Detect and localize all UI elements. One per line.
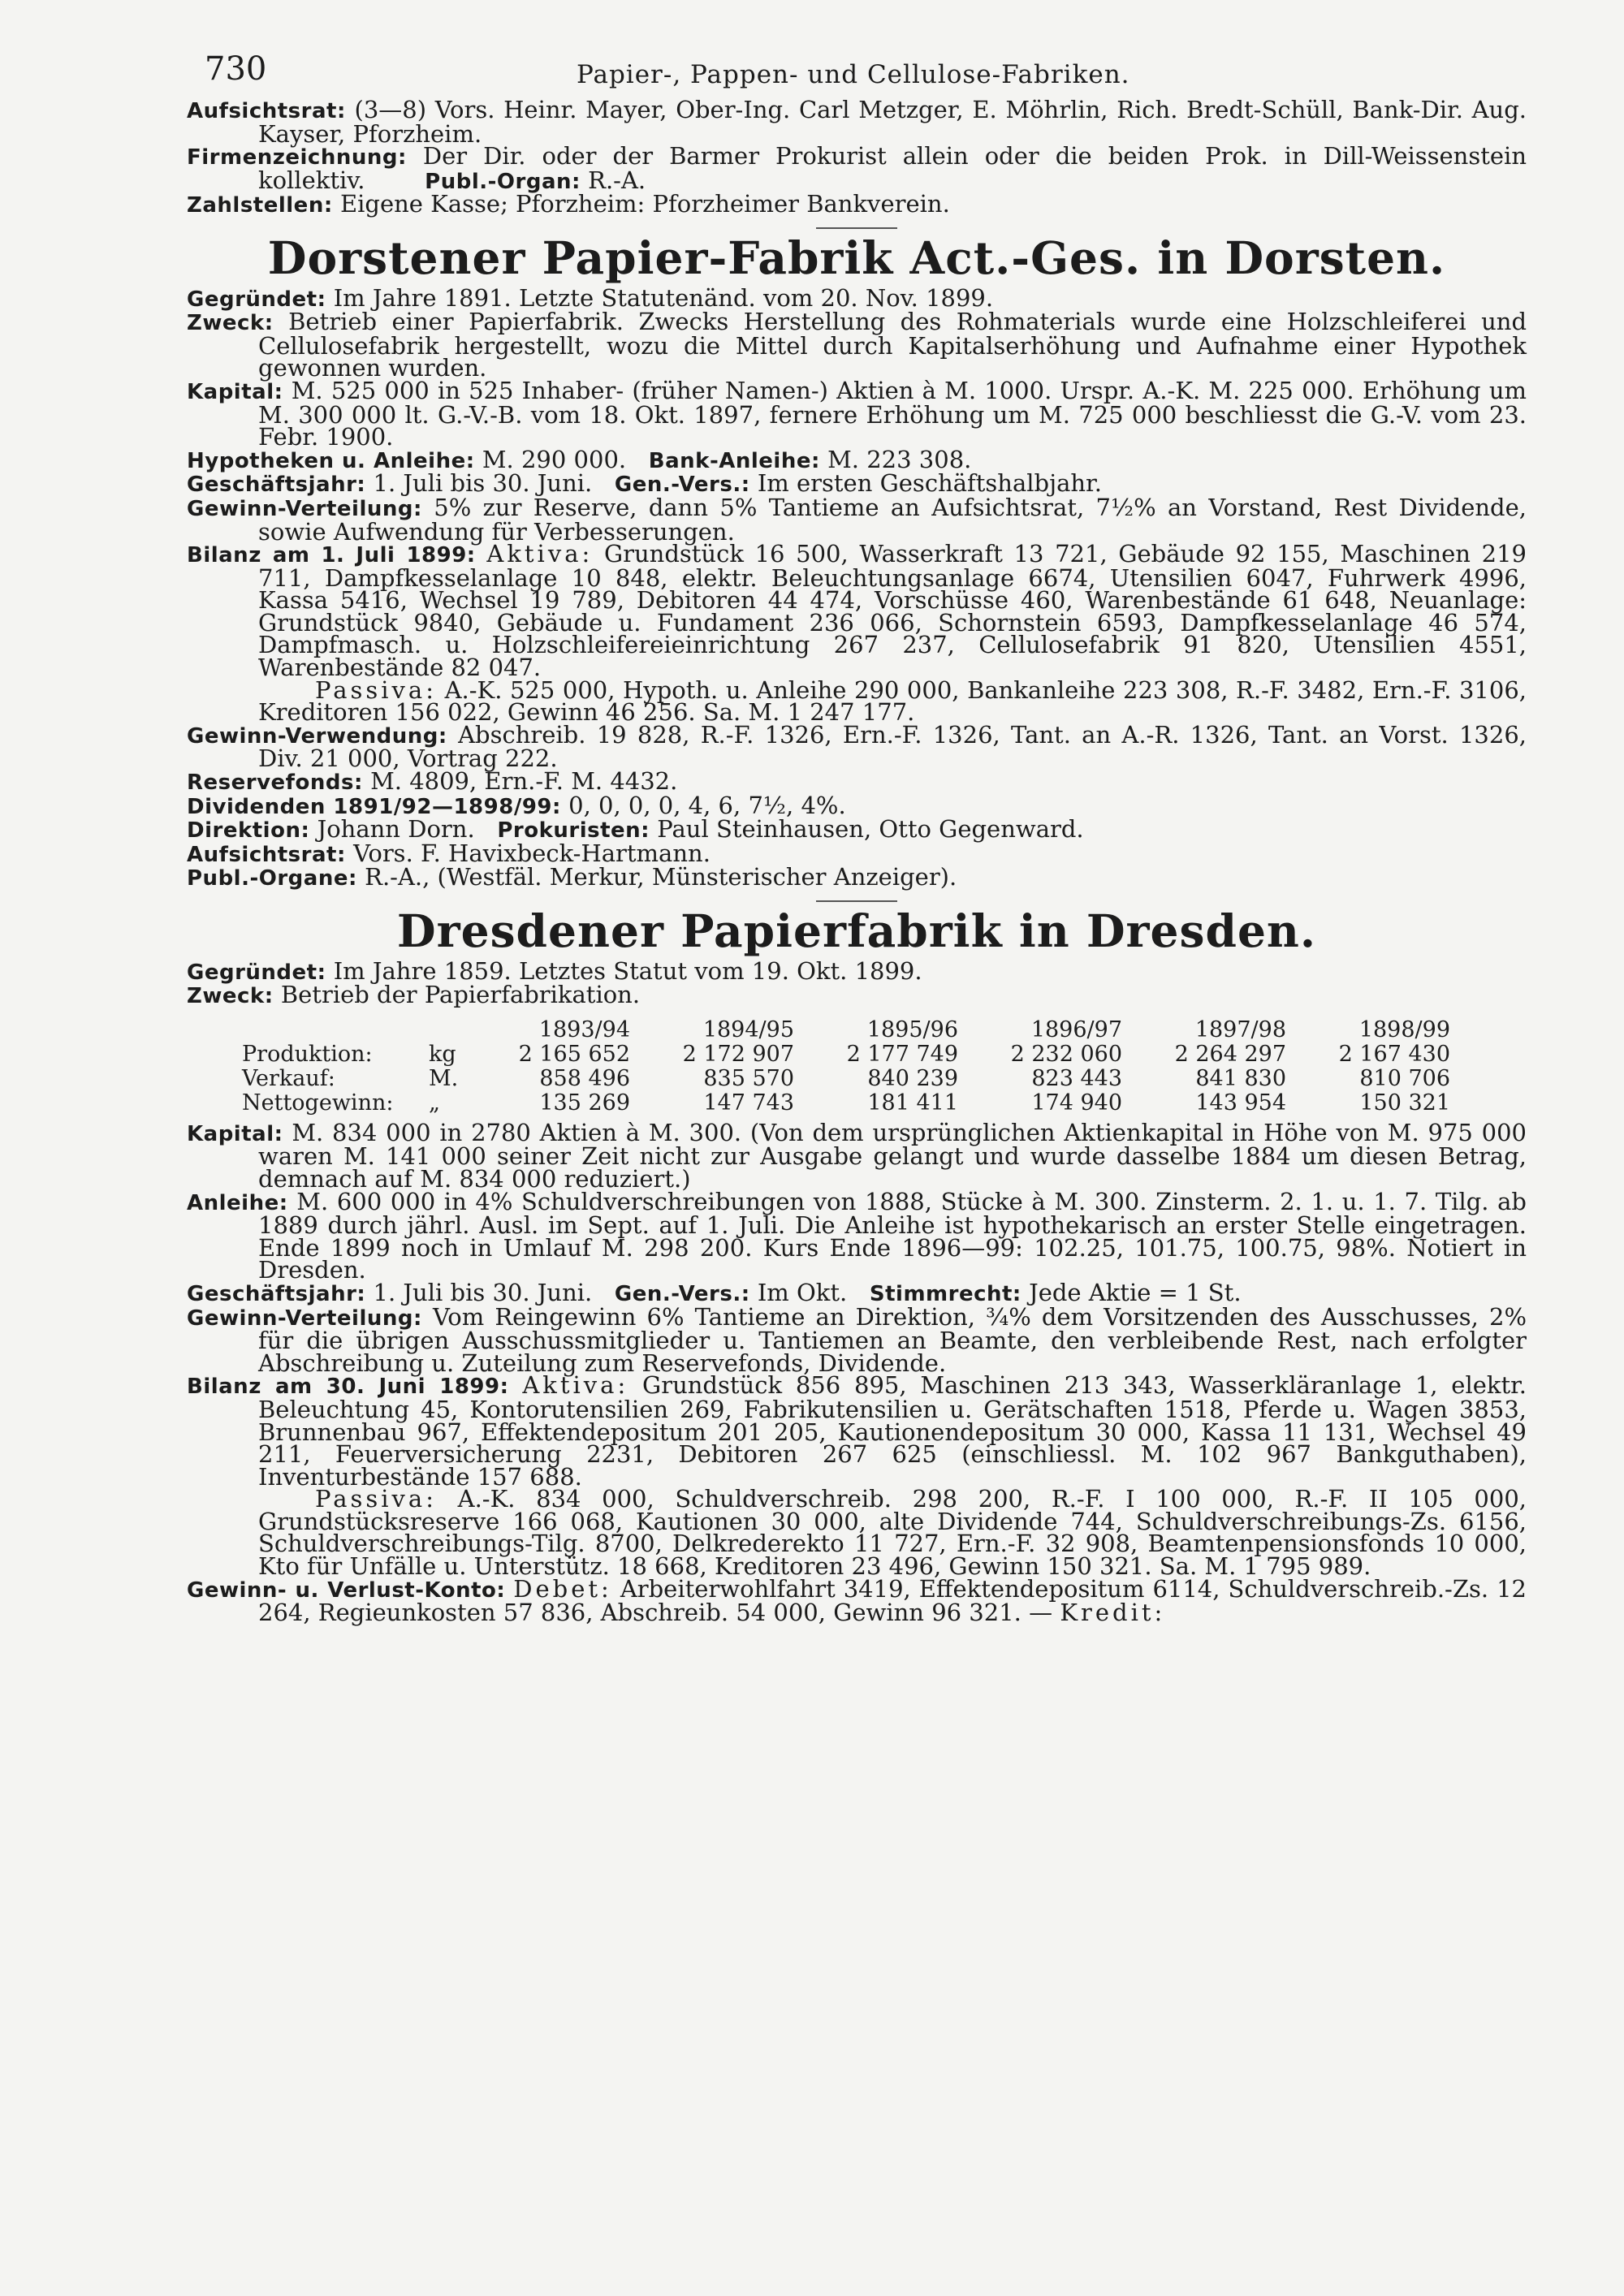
table-cell: 2 264 297	[1174, 1041, 1286, 1067]
row-unit: kg	[429, 1041, 456, 1067]
field-text: R.-A., (Westfäl. Merkur, Münsterischer Anzeiger).	[365, 863, 957, 891]
field-text: M. 223 308.	[827, 445, 972, 473]
field-passiva	[187, 1485, 1527, 1581]
table-cell: 2 232 060	[1010, 1041, 1122, 1067]
year-header: 1897/98	[1194, 1016, 1286, 1042]
field-label: Gewinn-Verteilung:	[187, 1306, 422, 1331]
field-label: Gen.-Vers.:	[614, 1281, 750, 1306]
passiva-label: Passiva:	[315, 1485, 437, 1513]
row-unit: „	[429, 1090, 440, 1116]
field-text: Arbeiterwohlfahrt 3419, Effektendepositum 6114, Schuldverschreib.-Zs. 12 264, Regieunkosten 57 836, Abschreib. 54 000, Gewinn 96 321. —	[258, 1574, 1527, 1627]
table-cell: 147 743	[703, 1090, 794, 1116]
field-text: Betrieb einer Papierfabrik. Zwecks Herstellung des Rohmaterials wurde eine Holzschleiferei und Cellulosefabrik hergestellt, wozu die Mittel durch Kapitalserhöhung und Aufnahme einer Hypothek gewonnen wurden.	[258, 308, 1527, 382]
field-text: M. 4809, Ern.-F. M. 4432.	[370, 767, 678, 796]
field-text: Vors. F. Havixbeck-Hartmann.	[353, 839, 710, 867]
field-label: Geschäftsjahr:	[187, 1281, 366, 1306]
field-label: Gegründet:	[187, 960, 326, 985]
field-text: Im ersten Geschäftshalbjahr.	[757, 469, 1102, 498]
table-row	[242, 1067, 1450, 1091]
field-bilanz	[187, 540, 1527, 682]
field-label: Gegründet:	[187, 287, 326, 312]
prev-firmenzeichnung	[187, 142, 1527, 194]
field-label: Publ.-Organe:	[187, 866, 357, 891]
debet-label: Debet:	[513, 1574, 612, 1603]
field-kapital	[187, 1118, 1527, 1193]
field-label: Direktion:	[187, 818, 310, 844]
table-row	[242, 1042, 1450, 1067]
field-text: (3—8) Vors. Heinr. Mayer, Ober-Ing. Carl Metzger, E. Möhrlin, Rich. Bredt-Schüll, Bank-Dir. Aug. Kayser, Pforzheim.	[258, 96, 1527, 148]
field-text: Im Jahre 1859. Letztes Statut vom 19. Okt. 1899.	[333, 956, 922, 985]
field-gewinn-verlust	[187, 1574, 1527, 1627]
company-title: Dresdener Papierfabrik in Dresden.	[396, 904, 1317, 957]
field-text: M. 290 000.	[482, 445, 627, 473]
field-text: Eigene Kasse; Pforzheim: Pforzheimer Bankverein.	[339, 190, 950, 218]
production-table	[242, 1018, 1450, 1116]
field-label: Zweck:	[187, 311, 274, 336]
field-label: Gewinn- u. Verlust-Konto:	[187, 1577, 506, 1603]
prev-zahlstellen	[187, 190, 1527, 218]
field-bilanz	[187, 1371, 1527, 1491]
field-text: 1. Juli bis 30. Juni.	[373, 1278, 593, 1306]
field-text: Im Okt.	[757, 1278, 848, 1306]
field-label: Gewinn-Verteilung:	[187, 496, 422, 521]
company-entry-dresden	[187, 904, 1527, 1627]
table-header-row	[242, 1018, 1450, 1042]
field-text: Jede Aktie = 1 St.	[1029, 1278, 1242, 1306]
field-label: Stimmrecht:	[869, 1281, 1021, 1306]
field-label: Dividenden 1891/92—1898/99:	[187, 794, 561, 819]
field-label: Bilanz am 1. Juli 1899:	[187, 543, 476, 568]
company-title: Dorstener Papier-Fabrik Act.-Ges. in Dorsten.	[267, 231, 1446, 284]
table-cell: 2 167 430	[1338, 1041, 1450, 1067]
field-text: 1. Juli bis 30. Juni.	[373, 469, 593, 498]
aktiva-label: Aktiva:	[522, 1371, 629, 1400]
field-text: M. 834 000 in 2780 Aktien à M. 300. (Von dem ursprünglichen Aktienkapital in Höhe von M. 975 000 waren M. 141 000 seiner Zeit nicht zur Ausgabe gelangt und wurde dasselbe 1884 um diesen Betrag, demnach auf M. 834 000 reduziert.)	[258, 1118, 1527, 1193]
table-cell: 135 269	[539, 1090, 630, 1116]
row-unit: M.	[429, 1065, 459, 1091]
table-cell: 2 177 749	[846, 1041, 958, 1067]
table-cell: 835 570	[703, 1065, 794, 1091]
field-label: Kapital:	[187, 1121, 283, 1146]
field-zweck	[187, 981, 1527, 1009]
field-label: Zweck:	[187, 984, 274, 1009]
field-label: Zahlstellen:	[187, 193, 333, 218]
field-text: Betrieb der Papierfabrikation.	[280, 981, 641, 1009]
table-row	[242, 1091, 1450, 1116]
field-label: Reservefonds:	[187, 770, 363, 796]
year-header: 1898/99	[1358, 1016, 1450, 1042]
field-text: Im Jahre 1891. Letzte Statutenänd. vom 20. Nov. 1899.	[333, 283, 994, 312]
field-text: Paul Steinhausen, Otto Gegenward.	[657, 815, 1084, 844]
page-number: 730	[205, 50, 267, 88]
running-title: Papier-, Pappen- und Cellulose-Fabriken.	[577, 60, 1130, 89]
table-cell: 181 411	[867, 1090, 958, 1116]
aktiva-text: Grundstück 16 500, Wasserkraft 13 721, Gebäude 92 155, Maschinen 219 711, Dampfkesselanlage 10 848, elektr. Beleuchtungsanlage 6674, Utensilien 6047, Fuhrwerk 4996, Kassa 5416, Wechsel 19 789, Debitoren 44 474, Vorschüsse 460, Warenbestände 61 648, Neuanlage: Grundstück 9840, Gebäude u. Fundament 236 066, Schornstein 6593, Dampfkesselanlage 46 574, Dampfmasch. u. Holzschleifereieinrichtung 267 237, Cellulosefabrik 91 820, Utensilien 4551, Warenbestände 82 047.	[258, 540, 1527, 682]
table-cell: 841 830	[1195, 1065, 1286, 1091]
passiva-text: A.-K. 525 000, Hypoth. u. Anleihe 290 000, Bankanleihe 223 308, R.-F. 3482, Ern.-F. 3106, Kreditoren 156 022, Gewinn 46 256. Sa. M. 1 247 177.	[258, 675, 1527, 727]
year-header: 1895/96	[866, 1016, 958, 1042]
field-text: Abschreib. 19 828, R.-F. 1326, Ern.-F. 1326, Tant. an A.-R. 1326, Tant. an Vorst. 1326, Div. 21 000, Vortrag 222.	[258, 720, 1527, 773]
field-zweck	[187, 308, 1527, 382]
field-anleihe	[187, 1187, 1527, 1284]
field-label: Anleihe:	[187, 1190, 288, 1215]
field-text: 0, 0, 0, 0, 4, 6, 7½, 4%.	[568, 791, 846, 819]
year-header: 1893/94	[538, 1016, 630, 1042]
table-cell: 823 443	[1031, 1065, 1122, 1091]
row-label: Produktion:	[242, 1041, 373, 1067]
field-text: M. 600 000 in 4% Schuldverschreibungen von 1888, Stücke à M. 300. Zinsterm. 2. 1. u. 1. 7. Tilg. ab 1889 durch jährl. Ausl. im Sept. auf 1. Juli. Die Anleihe ist hypothekarisch an erster Stelle eingetragen. Ende 1899 noch in Umlauf M. 298 200. Kurs Ende 1896—99: 102.25, 101.75, 100.75, 98%. Notiert in Dresden.	[258, 1187, 1527, 1284]
separator-rule	[816, 227, 897, 229]
field-publ-organe	[187, 863, 1527, 891]
passiva-text: A.-K. 834 000, Schuldverschreib. 298 200, R.-F. I 100 000, R.-F. II 105 000, Grundstücksreserve 166 068, Kautionen 30 000, alte Dividende 744, Schuldverschreibungs-Zs. 6156, Schuldverschreibungs-Tilg. 8700, Delkrederekto 11 727, Ern.-F. 32 908, Beamtenpensionsfonds 10 000, Kto für Unfälle u. Unterstütz. 18 668, Kreditoren 23 496, Gewinn 150 321. Sa. M. 1 795 989.	[258, 1485, 1527, 1581]
field-text: M. 525 000 in 525 Inhaber- (früher Namen-) Aktien à M. 1000. Urspr. A.-K. M. 225 000. Erhöhung um M. 300 000 lt. G.-V.-B. vom 18. Okt. 1897, fernere Erhöhung um M. 725 000 beschliesst die G.-V. vom 23. Febr. 1900.	[258, 376, 1527, 451]
previous-entry-tail	[187, 96, 1527, 229]
table-cell: 150 321	[1359, 1090, 1450, 1116]
table-cell: 2 165 652	[518, 1041, 630, 1067]
year-header: 1894/95	[702, 1016, 794, 1042]
field-label: Prokuristen:	[497, 818, 650, 844]
field-passiva	[187, 675, 1527, 727]
field-gewinn-verwendung	[187, 720, 1527, 773]
field-label: Publ.-Organ:	[425, 169, 581, 194]
field-label: Gen.-Vers.:	[614, 473, 750, 498]
kredit-label: Kredit:	[1060, 1599, 1166, 1627]
field-label: Firmenzeichnung:	[187, 145, 407, 170]
field-kapital	[187, 376, 1527, 451]
aktiva-label: Aktiva:	[486, 540, 594, 568]
table-cell: 858 496	[539, 1065, 630, 1091]
row-label: Verkauf:	[242, 1065, 335, 1091]
table-cell: 840 239	[867, 1065, 958, 1091]
field-text: 5% zur Reserve, dann 5% Tantieme an Aufsichtsrat, 7½% an Vorstand, Rest Dividende, sowie Aufwendung für Verbesserungen.	[258, 493, 1527, 546]
field-label: Bank-Anleihe:	[648, 448, 820, 473]
field-text: Johann Dorn.	[317, 815, 475, 844]
field-label: Aufsichtsrat:	[187, 99, 346, 123]
field-gewinn-verteilung	[187, 493, 1527, 546]
table-cell: 810 706	[1359, 1065, 1450, 1091]
table-cell: 143 954	[1195, 1090, 1286, 1116]
field-label: Hypotheken u. Anleihe:	[187, 448, 475, 473]
field-text: R.-A.	[588, 166, 646, 194]
separator-rule	[816, 900, 897, 902]
company-entry-dorsten	[187, 231, 1527, 902]
field-label: Bilanz am 30. Juni 1899:	[187, 1375, 509, 1400]
table-cell: 2 172 907	[682, 1041, 794, 1067]
passiva-label: Passiva:	[315, 675, 437, 704]
field-label: Geschäftsjahr:	[187, 473, 366, 498]
field-text: Vom Reingewinn 6% Tantieme an Direktion, ¾% dem Vorsitzenden des Ausschusses, 2% für die übrigen Ausschussmitglieder u. Tantiemen an Beamte, den verbleibende Rest, nach erfolgter Abschreibung u. Zuteilung zum Reservefonds, Dividende.	[258, 1302, 1527, 1377]
field-reservefonds	[187, 767, 1527, 796]
running-head	[187, 42, 1527, 99]
field-label: Aufsichtsrat:	[187, 842, 346, 867]
field-label: Gewinn-Verwendung:	[187, 723, 447, 749]
field-text: Der Dir. oder der Barmer Prokurist allein oder die beiden Prok. in Dill-Weissenstein kollektiv.	[258, 142, 1527, 194]
prev-aufsichtsrat	[187, 96, 1527, 148]
field-gewinn-verteilung	[187, 1302, 1527, 1377]
row-label: Nettogewinn:	[242, 1090, 394, 1116]
field-label: Kapital:	[187, 379, 283, 404]
table-cell: 174 940	[1031, 1090, 1122, 1116]
page	[187, 42, 1527, 1625]
year-header: 1896/97	[1030, 1016, 1122, 1042]
aktiva-text: Grundstück 856 895, Maschinen 213 343, Wasserkläranlage 1, elektr. Beleuchtung 45, Kontorutensilien 269, Fabrikutensilien u. Gerätschaften 1518, Pferde u. Wagen 3853, Brunnenbau 967, Effektendepositum 201 205, Kautionendepositum 30 000, Kassa 11 131, Wechsel 49 211, Feuerversicherung 2231, Debitoren 267 625 (einschliessl. M. 102 967 Bankguthaben), Inventurbestände 157 688.	[258, 1371, 1527, 1491]
